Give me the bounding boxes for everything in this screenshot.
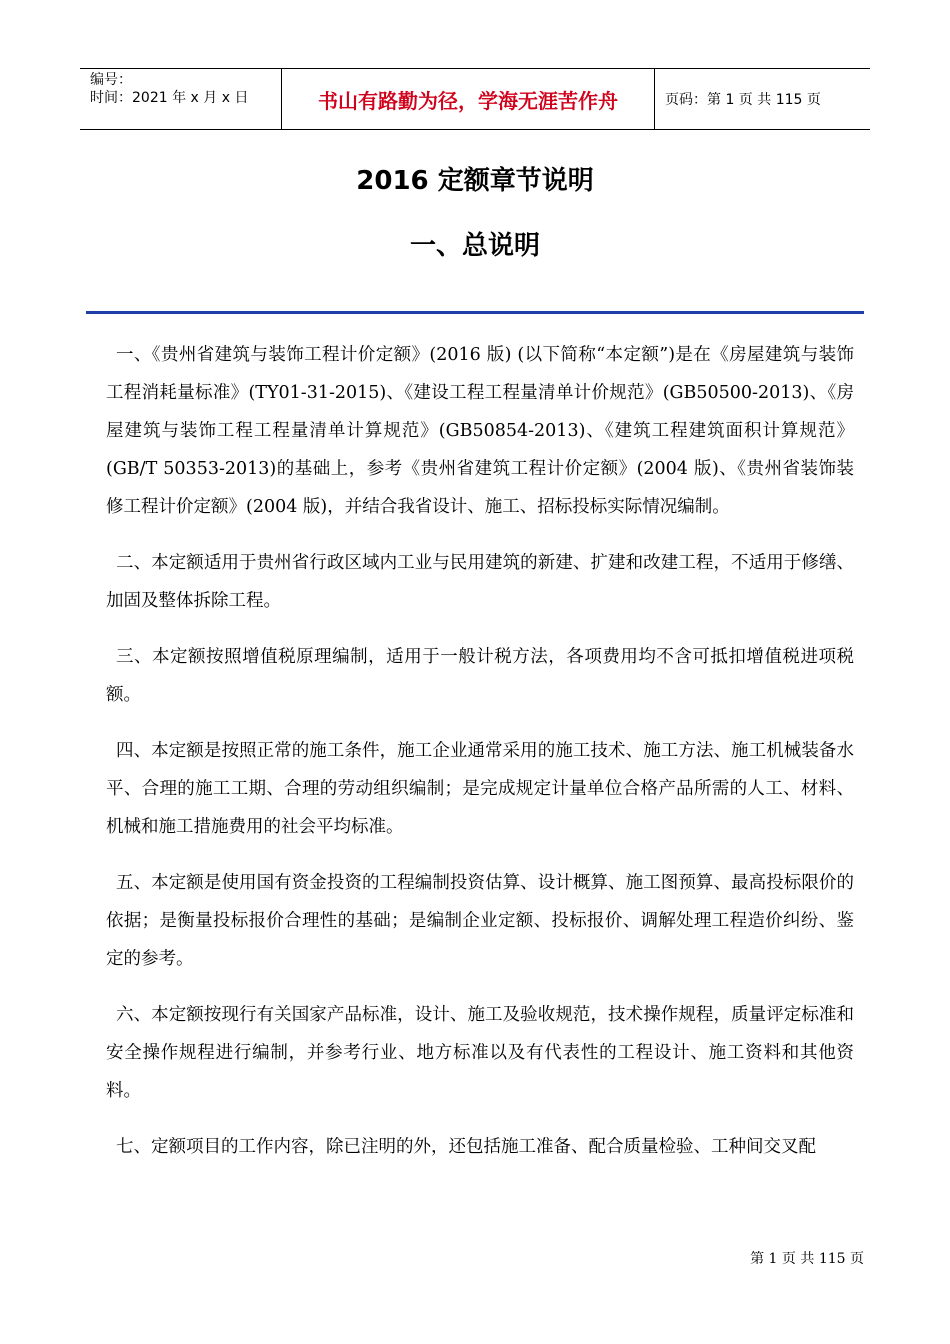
document-title: 2016 定额章节说明 bbox=[356, 166, 594, 196]
paragraph-2: 二、本定额适用于贵州省行政区域内工业与民用建筑的新建、扩建和改建工程，不适用于修缮、加固及整体拆除工程。 bbox=[106, 553, 854, 611]
header-meta bbox=[80, 69, 282, 129]
section-heading: 一、总说明 bbox=[409, 231, 540, 261]
document-number: 编号： bbox=[90, 72, 132, 88]
paragraph-4: 四、本定额是按照正常的施工条件，施工企业通常采用的施工技术、施工方法、施工机械装备水平、合理的施工工期、合理的劳动组织编制；是完成规定计量单位合格产品所需的人工、材料、机械和施工措施费用的社会平均标准。 bbox=[106, 741, 854, 837]
header-page-info: 页码：第 1 页 共 115 页 bbox=[665, 92, 821, 108]
paragraph-6: 六、本定额按现行有关国家产品标准，设计、施工及验收规范，技术操作规程，质量评定标准和安全操作规程进行编制，并参考行业、地方标准以及有代表性的工程设计、施工资料和其他资料。 bbox=[106, 1005, 854, 1101]
document-time: 时间：2021 年 x 月 x 日 bbox=[90, 90, 249, 106]
paragraph-3: 三、本定额按照增值税原理编制，适用于一般计税方法，各项费用均不含可抵扣增值税进项税额。 bbox=[106, 647, 854, 705]
paragraph-1: 一、《贵州省建筑与装饰工程计价定额》(2016 版) (以下简称“本定额”)是在《房屋建筑与装饰工程消耗量标准》(TY01-31-2015)、《建设工程工程量清单计价规范》(GB50500-2013)、《房屋建筑与装饰工程工程量清单计算规范》(GB50854-2013)、《建筑工程建筑面积计算规范》(GB/T 50353-2013)的基础上，参考《贵州省建筑工程计价定额》(2004 版)、《贵州省装饰装修工程计价定额》(2004 版)，并结合我省设计、施工、招标投标实际情况编制。 bbox=[106, 345, 854, 517]
header-table bbox=[80, 68, 870, 130]
body-text bbox=[106, 336, 854, 1184]
page-footer: 第 1 页 共 115 页 bbox=[750, 1251, 864, 1267]
divider-line bbox=[86, 311, 864, 314]
paragraph-7: 七、定额项目的工作内容，除已注明的外，还包括施工准备、配合质量检验、工种间交叉配 bbox=[116, 1137, 816, 1157]
header-motto: 书山有路勤为径，学海无涯苦作舟 bbox=[282, 69, 655, 129]
paragraph-5: 五、本定额是使用国有资金投资的工程编制投资估算、设计概算、施工图预算、最高投标限价的依据；是衡量投标报价合理性的基础；是编制企业定额、投标报价、调解处理工程造价纠纷、鉴定的参考。 bbox=[106, 873, 854, 969]
